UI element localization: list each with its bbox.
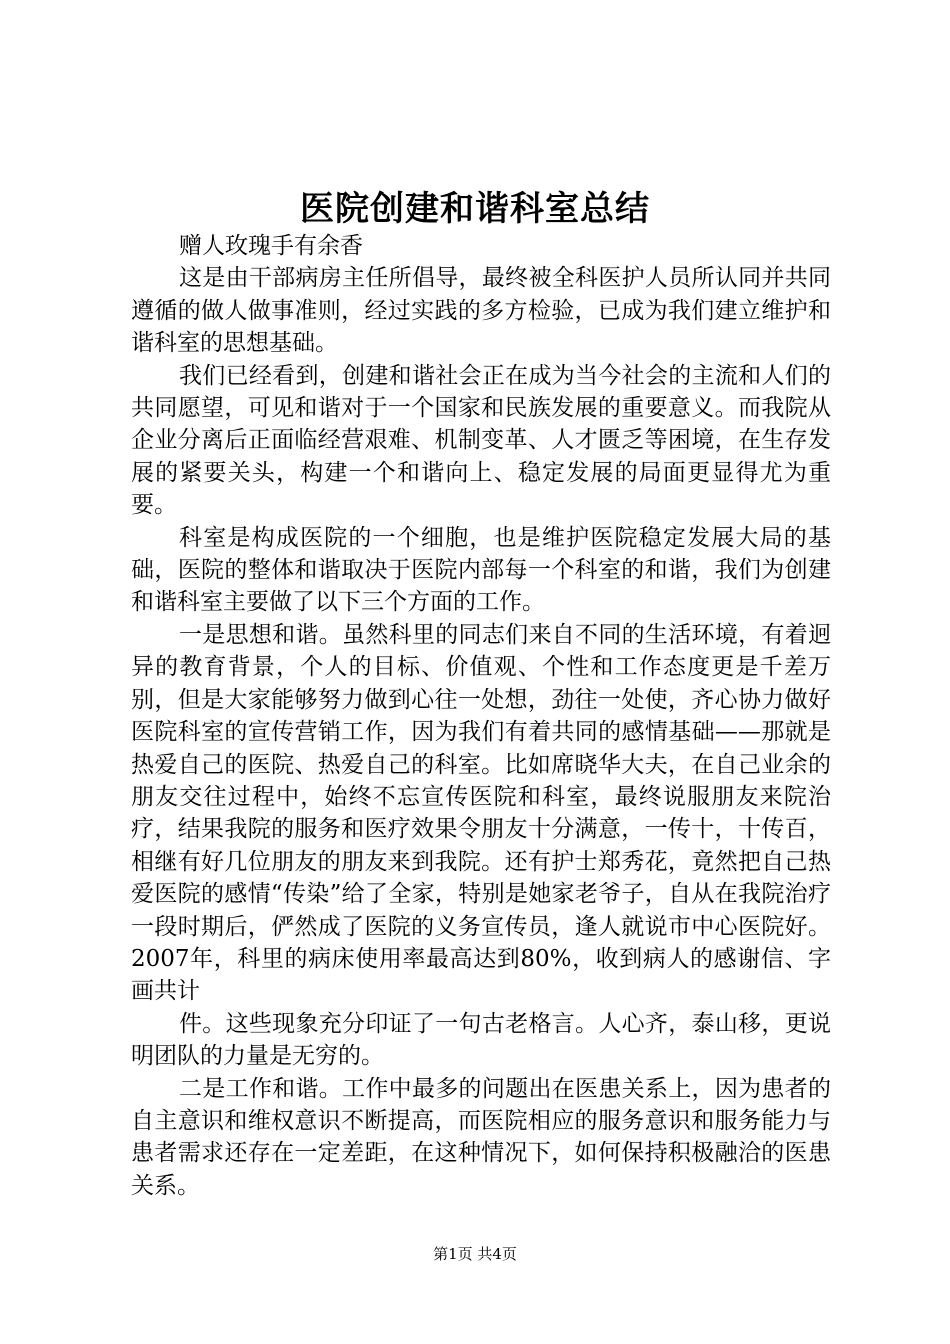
page-footer: 第1页 共4页 — [433, 1245, 517, 1263]
paragraph: 科室是构成医院的一个细胞，也是维护医院稳定发展大局的基础，医院的整体和谐取决于医院内部每一个科室的和谐，我们为创建和谐科室主要做了以下三个方面的工作。 — [131, 524, 831, 616]
paragraph: 这是由干部病房主任所倡导，最终被全科医护人员所认同并共同遵循的做人做事准则，经过实践的多方检验，已成为我们建立维护和谐科室的思想基础。 — [131, 265, 831, 357]
document-body — [131, 230, 831, 1202]
document-title: 医院创建和谐科室总结 — [300, 189, 650, 229]
paragraph: 我们已经看到，创建和谐社会正在成为当今社会的主流和人们的共同愿望，可见和谐对于一个国家和民族发展的重要意义。而我院从企业分离后正面临经营艰难、机制变革、人才匮乏等困境，在生存发展的紧要关头，构建一个和谐向上、稳定发展的局面更显得尤为重要。 — [131, 362, 831, 519]
paragraph: 二是工作和谐。工作中最多的问题出在医患关系上，因为患者的自主意识和维权意识不断提高，而医院相应的服务意识和服务能力与患者需求还存在一定差距，在这种情况下，如何保持积极融洽的医患关系。 — [131, 1075, 831, 1199]
paragraph: 一是思想和谐。虽然科里的同志们来自不同的生活环境，有着迥异的教育背景，个人的目标、价值观、个性和工作态度更是千差万别，但是大家能够努力做到心往一处想，劲往一处使，齐心协力做好医院科室的宣传营销工作，因为我们有着共同的感情基础——那就是热爱自己的医院、热爱自己的科室。比如席晓华大夫，在自己业余的朋友交往过程中，始终不忘宣传医院和科室，最终说服朋友来院治疗，结果我院的服务和医疗效果令朋友十分满意，一传十，十传百，相继有好几位朋友的朋友来到我院。还有护士郑秀花，竟然把自己热爱医院的感情“传染”给了全家，特别是她家老爷子，自从在我院治疗一段时期后，俨然成了医院的义务宣传员，逢人就说市中心医院好。2007年，科里的病床使用率最高达到80%，收到病人的感谢信、字画共计 — [131, 621, 831, 1005]
paragraph: 赠人玫瑰手有余香 — [179, 233, 363, 259]
paragraph: 件。这些现象充分印证了一句古老格言。人心齐，泰山移，更说明团队的力量是无穷的。 — [131, 1010, 831, 1070]
